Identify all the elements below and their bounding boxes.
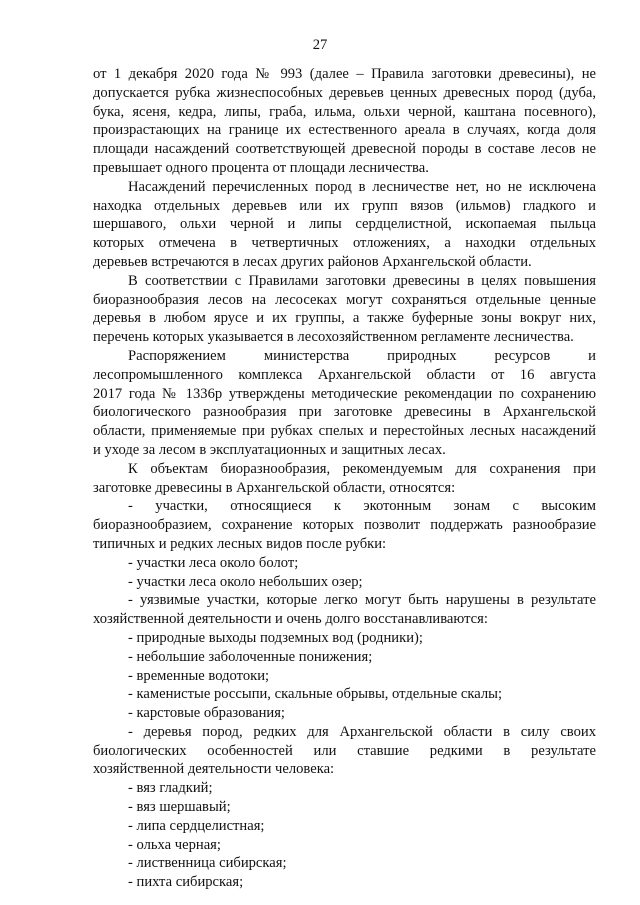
text-line: хозяйственной деятельности и очень долго восстанавливаются: [93,611,488,628]
text-line: произрастающих на границе их естественного ареала в случаях, когда доля [93,122,596,139]
text-line: - карстовые образования; [128,705,285,722]
text-line: биоразнообразием, сохранение которых позволит поддержать разнообразие [93,517,596,534]
text-line: деревья в любом ярусе и их группы, а также буферные зоны вокруг них, [93,310,596,327]
text-line: Распоряжением министерства природных ресурсов и [128,347,596,364]
text-line: - каменистые россыпи, скальные обрывы, отдельные скалы; [128,686,503,703]
text-line: биологического разнообразия при заготовке древесины в Архангельской [93,404,596,421]
text-line: К объектам биоразнообразия, рекомендуемым для сохранения при [128,460,596,477]
text-line: - деревья пород, редких для Архангельской области в силу своих [128,723,596,740]
text-line: перечень которых указывается в лесохозяйственном регламенте лесничества. [93,329,574,346]
text-line: - пихта сибирская; [128,874,244,891]
text-line: - уязвимые участки, которые легко могут быть нарушены в результате [128,592,596,609]
text-line: которых отмечена в четвертичных отложениях, а находки отдельных [93,235,596,252]
text-line: превышает одного процента от площади лесничества. [93,159,429,176]
text-line: - природные выходы подземных вод (родники); [128,629,423,646]
text-line: - липа сердцелистная; [128,817,265,834]
text-line: типичных и редких лесных видов после рубки: [93,535,387,552]
text-line: - участки леса около небольших озер; [128,573,363,590]
text-line: - небольшие заболоченные понижения; [128,648,373,665]
text-line: - ольха черная; [128,836,221,853]
text-line: находка отдельных деревьев или их групп вязов (ильмов) гладкого и [93,197,596,214]
text-line: от 1 декабря 2020 года № 993 (далее – Правила заготовки древесины), не [93,66,596,82]
text-line: области, применяемые при рубках спелых и перестойных лесных насаждений [93,423,596,440]
text-line: хозяйственной деятельности человека: [93,761,335,778]
document-body [93,65,596,892]
text-line: деревьев встречаются в лесах других районов Архангельской области. [93,253,532,270]
text-line: и уходе за лесом в эксплуатационных и защитных лесах. [93,441,446,458]
text-line: биологических особенностей или ставшие редкими в результате [93,742,596,759]
text-line: - вяз шершавый; [128,799,231,816]
text-line: шершавого, ольхи черной и липы сердцелистной, ископаемая пыльца [93,216,596,233]
text-line: заготовке древесины в Архангельской области, относятся: [93,479,456,496]
text-line: лесопромышленного комплекса Архангельской области от 16 августа [93,366,596,383]
text-line: В соответствии с Правилами заготовки древесины в целях повышения [128,272,596,289]
text-line: 2017 года № 1336р утверждены методические рекомендации по сохранению [93,385,596,402]
text-line: - временные водотоки; [128,667,270,684]
text-line: бука, ясеня, кедра, липы, граба, ильма, ольхи черной, каштана посевного), [93,103,596,120]
page-number: 27 [312,37,328,53]
text-line: - лиственница сибирская; [128,855,287,872]
text-line: - участки леса около болот; [128,554,299,571]
text-line: - участки, относящиеся к экотонным зонам с высоким [128,498,596,515]
text-line: Насаждений перечисленных пород в лесничестве нет, но не исключена [128,178,596,195]
text-line: допускается рубка жизнеспособных деревьев ценных древесных пород (дуба, [93,84,596,101]
text-line: биоразнообразия лесов на лесосеках могут сохраняться отдельные ценные [93,291,596,308]
text-line: - вяз гладкий; [128,780,213,797]
text-line: площади насаждений соответствующей древесной породы в составе лесов не [93,141,596,158]
